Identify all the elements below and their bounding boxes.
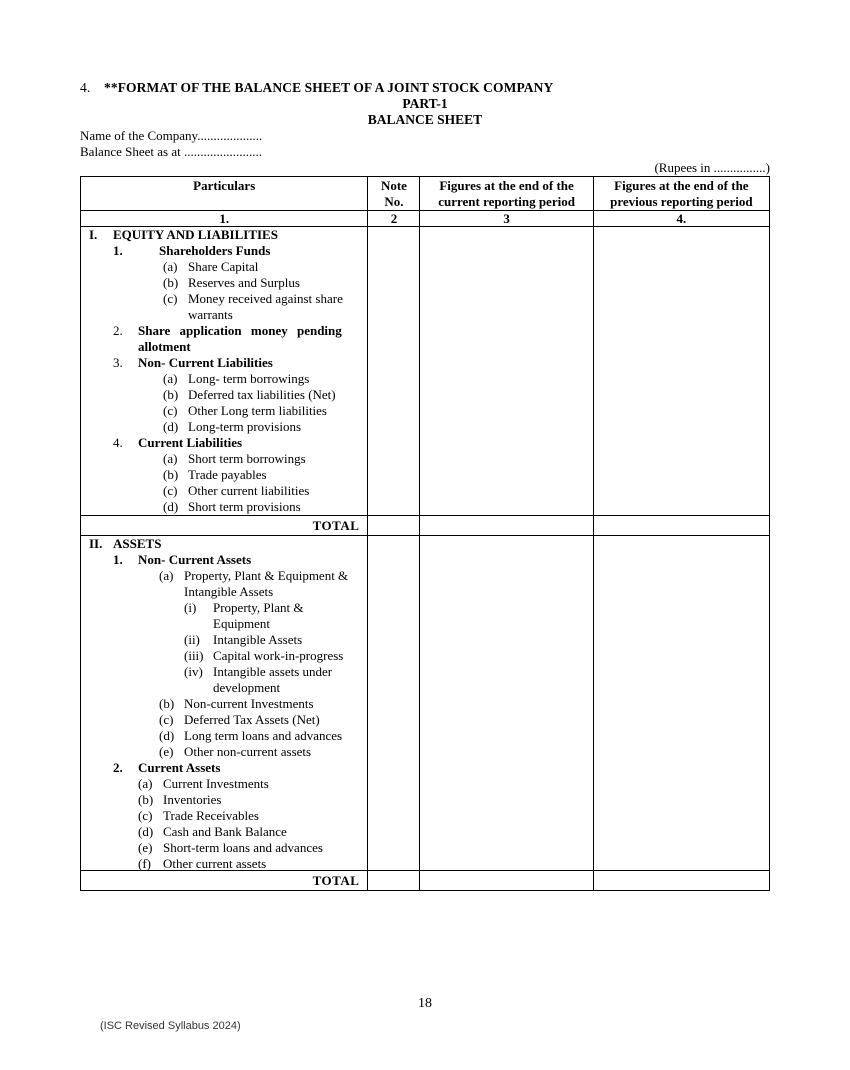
item-marker: (d) [163,419,179,434]
group-title: Current Liabilities [138,435,243,450]
heading-title-line [80,80,780,96]
assets-particulars [81,536,368,871]
item-marker: (c) [159,712,174,727]
balance-sheet-date-line: Balance Sheet as at ........................ [80,144,262,159]
note-cell [368,871,420,891]
balance-sheet-table [80,176,770,891]
total-label: TOTAL [81,871,368,891]
item-marker: (b) [159,696,175,711]
group-title: Non- Current Assets [138,552,252,567]
list-item: Share Capital [188,259,259,274]
header-current-period: Figures at the end of the current reporting period [420,177,593,211]
total-row-liabilities [81,516,770,536]
group-number: 1. [113,243,123,258]
heading-number: 4. [80,80,91,95]
list-item: Property, Plant & Equipment & [184,568,349,583]
group-number: 4. [113,435,123,450]
group-title-continuation: allotment [138,339,191,354]
heading-title: **FORMAT OF THE BALANCE SHEET OF A JOINT STOCK COMPANY [104,80,554,95]
list-item: Short-term loans and advances [163,840,323,855]
item-marker: (c) [163,483,178,498]
item-marker: (b) [163,467,179,482]
item-marker: (b) [163,387,179,402]
syllabus-note: (ISC Revised Syllabus 2024) [100,1020,241,1032]
list-item: Other Long term liabilities [188,403,327,418]
list-item: Other non-current assets [184,744,312,759]
heading [80,80,780,128]
page-number: 18 [418,996,432,1011]
section1-roman: I. [89,227,98,242]
previous-period-cell [593,871,769,891]
group-number: 1. [113,552,123,567]
list-item-continuation: Intangible Assets [184,584,274,599]
subitem-marker: (iii) [184,648,204,663]
header-note-no: Note No. [368,177,420,211]
column-number-row [81,211,770,227]
section1-title: EQUITY AND LIABILITIES [113,227,278,242]
column-number-4: 4. [593,211,769,227]
list-item: Other current assets [163,856,267,871]
sub-item: Intangible assets under [213,664,333,679]
subitem-marker: (i) [184,600,197,615]
note-cell [368,516,420,536]
list-item: Long- term borrowings [188,371,310,386]
previous-period-cell [593,227,769,516]
group-title: Shareholders Funds [159,243,271,258]
column-number-3: 3 [420,211,593,227]
previous-period-cell [593,516,769,536]
previous-period-cell [593,536,769,871]
list-item: Short term provisions [188,499,301,514]
header-particulars: Particulars [81,177,368,211]
section2-title: ASSETS [113,536,162,551]
list-item: Current Investments [163,776,269,791]
note-cell [368,227,420,516]
list-item: Other current liabilities [188,483,310,498]
note-cell [368,536,420,871]
list-item: Trade Receivables [163,808,259,823]
company-name-line: Name of the Company.................... [80,128,263,143]
equity-liabilities-particulars [81,227,368,516]
item-marker: (c) [138,808,153,823]
list-item: Reserves and Surplus [188,275,300,290]
subitem-marker: (iv) [184,664,203,679]
rupees-note: (Rupees in ................) [654,160,770,175]
list-item: Short term borrowings [188,451,306,466]
sub-item: Intangible Assets [213,632,303,647]
group-number: 2. [113,760,123,775]
list-item: Trade payables [188,467,267,482]
item-marker: (e) [159,744,174,759]
total-label: TOTAL [81,516,368,536]
column-number-1: 1. [81,211,368,227]
list-item: Inventories [163,792,222,807]
group-number: 3. [113,355,123,370]
item-marker: (c) [163,291,178,306]
list-item: Long-term provisions [188,419,302,434]
item-marker: (b) [163,275,179,290]
item-marker: (d) [138,824,154,839]
heading-part: PART-1 [402,96,448,111]
section2-roman: II. [89,536,103,551]
item-marker: (a) [163,259,178,274]
group-title: Non- Current Liabilities [138,355,273,370]
item-marker: (a) [159,568,174,583]
group-title: Current Assets [138,760,221,775]
item-marker: (e) [138,840,153,855]
table-header-row [81,177,770,211]
list-item: Long term loans and advances [184,728,343,743]
subitem-marker: (ii) [184,632,200,647]
company-info [80,128,262,160]
item-marker: (a) [163,451,178,466]
sub-item-continuation: development [213,680,281,695]
item-marker: (f) [138,856,151,871]
assets-section [81,536,770,871]
group-title: Share application money pending [138,323,342,338]
sub-item: Property, Plant & [213,600,304,615]
list-item: Deferred tax liabilities (Net) [188,387,336,402]
heading-subtitle: BALANCE SHEET [367,112,483,127]
list-item: Deferred Tax Assets (Net) [184,712,320,727]
header-previous-period: Figures at the end of the previous reporting period [593,177,769,211]
item-marker: (b) [138,792,154,807]
list-item: Non-current Investments [184,696,314,711]
current-period-cell [420,871,593,891]
group-number: 2. [113,323,123,338]
sub-item-continuation: Equipment [213,616,271,631]
current-period-cell [420,536,593,871]
sub-item: Capital work-in-progress [213,648,344,663]
current-period-cell [420,516,593,536]
item-marker: (d) [163,499,179,514]
item-marker: (d) [159,728,175,743]
current-period-cell [420,227,593,516]
equity-liabilities-section [81,227,770,516]
total-row-assets [81,871,770,891]
item-marker: (a) [138,776,153,791]
item-marker: (c) [163,403,178,418]
item-marker: (a) [163,371,178,386]
list-item: Cash and Bank Balance [163,824,287,839]
list-item-continuation: warrants [188,307,233,322]
column-number-2: 2 [368,211,420,227]
list-item: Money received against share [188,291,343,306]
